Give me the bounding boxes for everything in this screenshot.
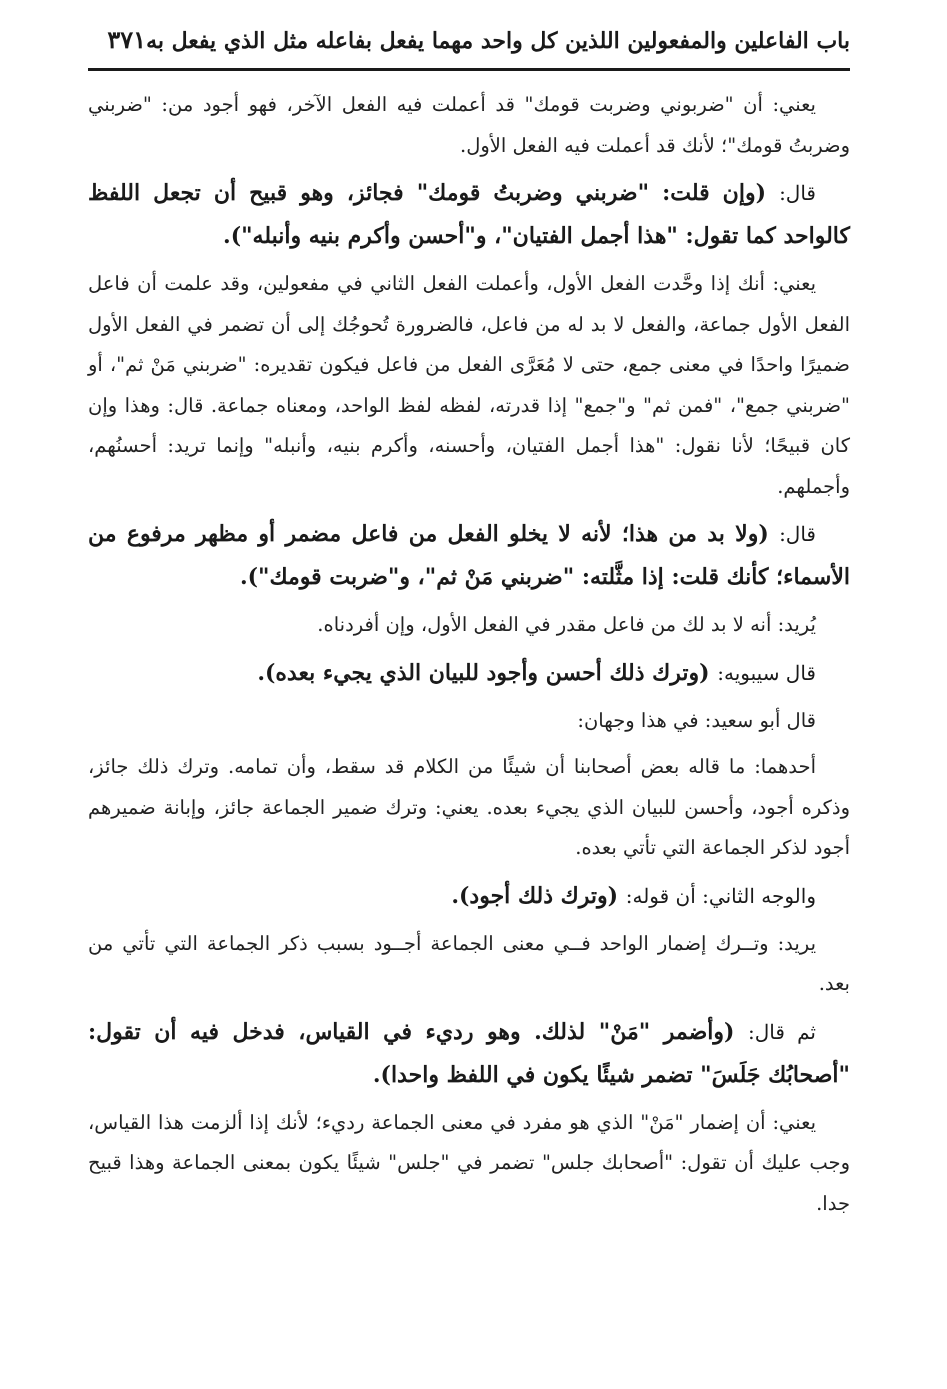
quote-lead: قال: [779,522,816,546]
paragraph-commentary-7 [88,1103,850,1225]
paragraph-commentary-4 [88,701,850,742]
paragraph-commentary-3 [88,605,850,646]
quote-text: (وأضمر "مَنْ" لذلك. وهو رديء في القياس، فدخل فيه أن تقول: "أصحابُك جَلَسَ" تضمر شيئًا يكون في اللفظ واحدا). [88,1018,850,1088]
quote-lead: والوجه الثاني: أن قوله: [625,883,816,908]
book-page [88,18,850,1318]
paragraph-text: أحدهما: ما قاله بعض أصحابنا أن شيئًا من الكلام قد سقط، وأن تمامه. وترك ذلك جائز، وذكره أجود، وأحسن للبيان الذي يجيء بعده. يعني: وترك ضمير الجماعة جائز، وإبانة ضميرهم أجود لذكر الجماعة التي تأتي بعده. [88,755,850,859]
paragraph-commentary-5 [88,747,850,869]
paragraph-commentary-2 [88,264,850,507]
paragraph-text: قال أبو سعيد: في هذا وجهان: [577,708,816,732]
quote-lead: قال: [779,181,816,205]
header-rule [88,68,850,71]
page-number: ٣٧١ [107,25,147,54]
paragraph-quote-3 [88,652,850,695]
running-title: باب الفاعلين والمفعولين اللذين كل واحد مهما يفعل بفاعله مثل الذي يفعل به [146,28,850,54]
paragraph-text: يريد: وتــرك إضمار الواحد فــي معنى الجماعة أجــود بسبب ذكر الجماعة التي تأتي من بعد. [88,931,850,995]
paragraph-quote-5 [88,1011,850,1097]
paragraph-commentary-1 [88,85,850,166]
page-header [88,18,850,62]
paragraph-text: يُريد: أنه لا بد لك من فاعل مقدر في الفعل الأول، وإن أفردناه. [317,613,816,636]
quote-lead: ثم قال: [747,1019,816,1044]
quote-text: (وترك ذلك أحسن وأجود للبيان الذي يجيء بعده). [257,659,710,686]
paragraph-text: يعني: أن إضمار "مَنْ" الذي هو مفرد في معنى الجماعة رديء؛ لأنك إذا ألزمت هذا القياس، وجب عليك أن تقول: "أصحابك جلس" تضمر في "جلس" شيئًا يكون بمعنى الجماعة وهذا قبيح جدا. [88,1110,850,1215]
quote-text: (وإن قلت: "ضربني وضربتُ قومك" فجائز، وهو قبيح أن تجعل اللفظ كالواحد كما تقول: "هذا أجمل الفتيان"، و"أحسن وأكرم بنيه وأنبله"). [88,180,850,249]
quote-text: (وترك ذلك أجود). [451,882,619,909]
paragraph-quote-1 [88,172,850,258]
paragraph-text: يعني: أنك إذا وحَّدت الفعل الأول، وأعملت الفعل الثاني في مفعولين، وقد علمت أن فاعل الفعل الأول جماعة، والفعل لا بد له من فاعل، فالضرورة تُحوجُك إلى أن تضمر في الفعل الأول ضميرًا واحدًا في معنى جمع، حتى لا مُعَرَّى الفعل من فاعل فيكون تقديره: "ضربني مَنْ ثم"، أو "ضربني جمع"، "فمن ثم" و"جمع" إذا قدرته، لفظه لفظ الواحد، ومعناه جماعة. قال: وهذا وإن كان قبيحًا؛ لأنا نقول: "هذا أجمل الفتيان، وأحسنه، وأكرم بنيه، وأنبله" وإنما تريد: أحسنُهم، وأجملهم. [88,272,850,498]
paragraph-quote-2 [88,513,850,599]
quote-lead: قال سيبويه: [717,660,816,685]
paragraph-quote-4 [88,875,850,918]
paragraph-commentary-6 [88,924,850,1005]
page-body [88,85,850,1224]
quote-text: (ولا بد من هذا؛ لأنه لا يخلو الفعل من فاعل مضمر أو مظهر مرفوع من الأسماء؛ كأنك قلت: إذا مثَّلته: "ضربني مَنْ ثم"، و"ضربت قومك"). [88,521,850,590]
paragraph-text: يعني: أن "ضربوني وضربت قومك" قد أعملت فيه الفعل الآخر، فهو أجود من: "ضربني وضربتُ قومك"؛ لأنك قد أعملت فيه الفعل الأول. [88,93,850,157]
